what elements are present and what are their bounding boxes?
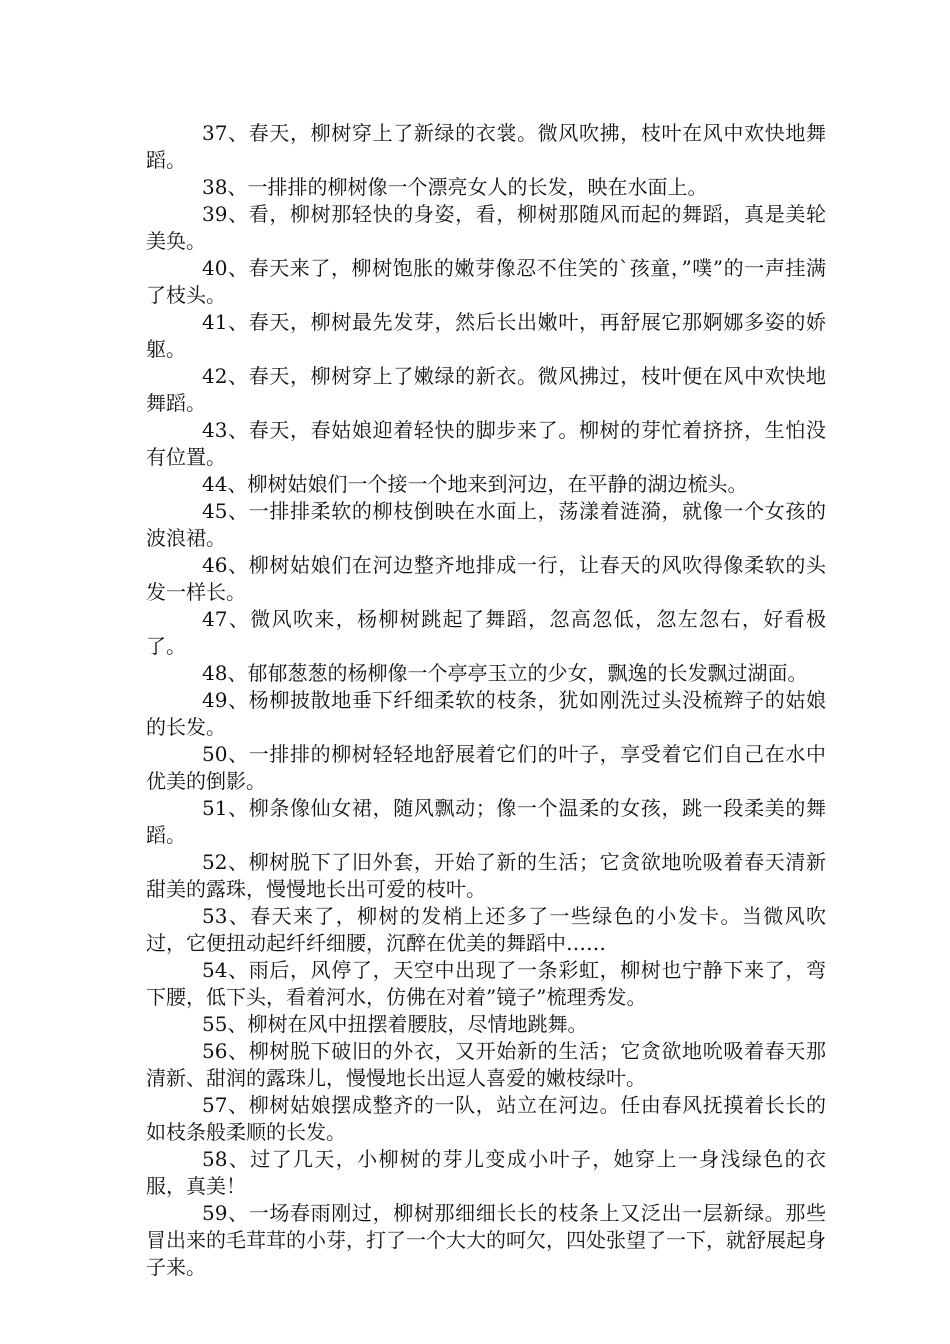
- paragraph-40: 40、春天来了，柳树饱胀的嫩芽像忍不住笑的`孩童，”噗”的一声挂满了枝头。: [146, 256, 826, 307]
- paragraph-46: 46、柳树姑娘们在河边整齐地排成一行，让春天的风吹得像柔软的头发一样长。: [146, 553, 826, 604]
- paragraph-52: 52、柳树脱下了旧外套，开始了新的生活；它贪欲地吮吸着春天清新甜美的露珠，慢慢地长出可爱的枝叶。: [146, 850, 826, 901]
- paragraph-54: 54、雨后，风停了，天空中出现了一条彩虹，柳树也宁静下来了，弯下腰，低下头，看着河水，仿佛在对着”镜子”梳理秀发。: [146, 958, 826, 1009]
- paragraph-43: 43、春天，春姑娘迎着轻快的脚步来了。柳树的芽忙着挤挤，生怕没有位置。: [146, 418, 826, 469]
- paragraph-49: 49、杨柳披散地垂下纤细柔软的枝条，犹如刚洗过头没梳辫子的姑娘的长发。: [146, 688, 826, 739]
- paragraph-50: 50、一排排的柳树轻轻地舒展着它们的叶子，享受着它们自己在水中优美的倒影。: [146, 742, 826, 793]
- paragraph-57: 57、柳树姑娘摆成整齐的一队，站立在河边。任由春风抚摸着长长的如枝条般柔顺的长发。: [146, 1093, 826, 1144]
- paragraph-47: 47、微风吹来，杨柳树跳起了舞蹈，忽高忽低，忽左忽右，好看极了。: [146, 607, 826, 658]
- paragraph-42: 42、春天，柳树穿上了嫩绿的新衣。微风拂过，枝叶便在风中欢快地舞蹈。: [146, 364, 826, 415]
- paragraph-58: 58、过了几天，小柳树的芽儿变成小叶子，她穿上一身浅绿色的衣服，真美！: [146, 1147, 826, 1198]
- document-body: [146, 120, 826, 1281]
- paragraph-38: 38、一排排的柳树像一个漂亮女人的长发，映在水面上。: [202, 175, 708, 199]
- paragraph-51: 51、柳条像仙女裙，随风飘动；像一个温柔的女孩，跳一段柔美的舞蹈。: [146, 796, 826, 847]
- paragraph-37: 37、春天，柳树穿上了新绿的衣裳。微风吹拂，枝叶在风中欢快地舞蹈。: [146, 121, 826, 172]
- paragraph-53: 53、春天来了，柳树的发梢上还多了一些绿色的小发卡。当微风吹过，它便扭动起纤纤细腰，沉醉在优美的舞蹈中……: [146, 904, 826, 955]
- paragraph-41: 41、春天，柳树最先发芽，然后长出嫩叶，再舒展它那婀娜多姿的娇躯。: [146, 310, 826, 361]
- paragraph-39: 39、看，柳树那轻快的身姿，看，柳树那随风而起的舞蹈，真是美轮美奂。: [146, 202, 826, 253]
- paragraph-48: 48、郁郁葱葱的杨柳像一个亭亭玉立的少女，飘逸的长发飘过湖面。: [202, 661, 808, 685]
- paragraph-59: 59、一场春雨刚过，柳树那细细长长的枝条上又泛出一层新绿。那些冒出来的毛茸茸的小芽，打了一个大大的呵欠，四处张望了一下，就舒展起身子来。: [146, 1201, 826, 1279]
- paragraph-45: 45、一排排柔软的柳枝倒映在水面上，荡漾着涟漪，就像一个女孩的波浪裙。: [146, 499, 826, 550]
- paragraph-56: 56、柳树脱下破旧的外衣，又开始新的生活；它贪欲地吮吸着春天那清新、甜润的露珠儿，慢慢地长出逗人喜爱的嫩枝绿叶。: [146, 1039, 826, 1090]
- paragraph-44: 44、柳树姑娘们一个接一个地来到河边，在平静的湖边梳头。: [202, 472, 748, 496]
- paragraph-55: 55、柳树在风中扭摆着腰肢，尽情地跳舞。: [202, 1012, 588, 1036]
